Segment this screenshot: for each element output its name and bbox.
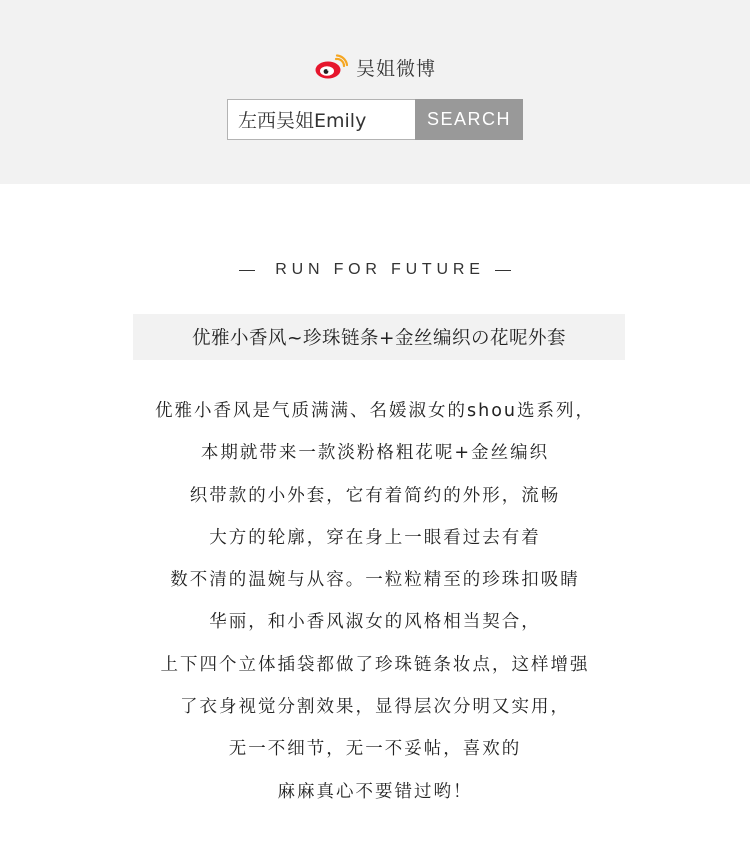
tagline-text: RUN FOR FUTURE	[275, 261, 485, 278]
weibo-label: 吴姐微博	[355, 57, 436, 80]
article-line: 麻麻真心不要错过哟！	[277, 781, 473, 802]
article-line: 了衣身视觉分割效果，显得层次分明又实用，	[180, 697, 570, 718]
article-line: 数不清的温婉与从容。一粒粒精至的珍珠扣吸睛	[170, 570, 580, 591]
search-box	[227, 99, 523, 140]
weibo-logo-icon	[314, 54, 348, 80]
search-input[interactable]	[227, 99, 415, 140]
article-line: 织带款的小外套，它有着简约的外形，流畅	[189, 485, 561, 506]
tagline-right-dash	[495, 270, 511, 271]
weibo-link[interactable]	[0, 52, 750, 82]
article-line: 大方的轮廓，穿在身上一眼看过去有着	[209, 527, 541, 548]
article-title: 优雅小香风~珍珠链条+金丝编织の花呢外套	[191, 328, 566, 349]
article-line: 无一不细节，无一不妥帖，喜欢的	[228, 739, 522, 760]
article-title-bar	[133, 314, 625, 360]
article-line: 华丽，和小香风淑女的风格相当契合，	[209, 612, 541, 633]
article-body	[0, 390, 750, 813]
header-band	[0, 0, 750, 184]
article-line: 上下四个立体插袋都做了珍珠链条妆点，这样增强	[160, 654, 590, 675]
tagline-left-dash	[239, 270, 255, 271]
tagline	[0, 258, 750, 282]
article-line: 本期就带来一款淡粉格粗花呢+金丝编织	[200, 443, 550, 464]
search-button[interactable]: SEARCH	[415, 99, 523, 140]
article-line: 优雅小香风是气质满满、名媛淑女的shou选系列，	[154, 401, 595, 421]
